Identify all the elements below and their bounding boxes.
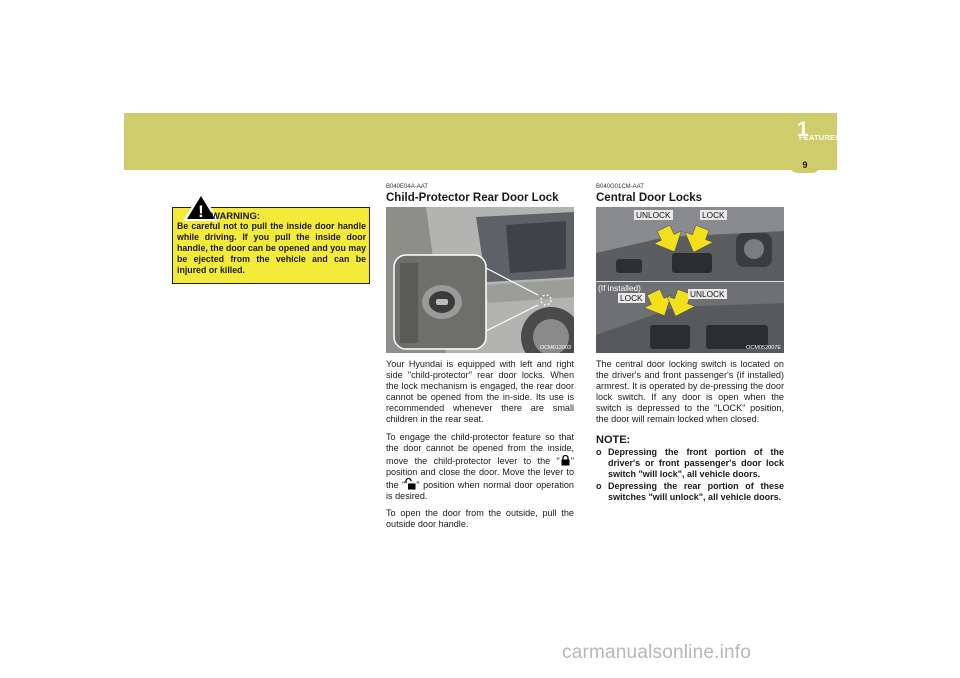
lock-switch-illustration xyxy=(596,207,784,353)
label-if-installed: (If installed) xyxy=(598,283,641,293)
watermark: carmanualsonline.info xyxy=(562,642,752,663)
note-bullet: o xyxy=(596,481,602,492)
header-band xyxy=(124,113,837,170)
photo-code: OCM012003 xyxy=(539,345,571,351)
note-title: NOTE: xyxy=(596,433,631,446)
child-protector-section xyxy=(386,184,574,530)
child-protector-photo xyxy=(386,207,574,353)
label-bottom-unlock: UNLOCK xyxy=(690,289,725,299)
rear-door-illustration xyxy=(386,207,574,353)
warning-title: WARNING: xyxy=(211,211,261,222)
paragraph-1: The central door locking switch is located on the driver's and front passenger's (if installed) armrest. It is operated by de-pressing the door lock switch. If any door is open when the switch is depressed to the "LOCK" position, the door will remain locked when closed. xyxy=(596,359,784,425)
warning-symbol: ! xyxy=(198,202,204,221)
paragraph-2 xyxy=(386,432,574,503)
photo-code: OCM052007E xyxy=(746,345,781,351)
section-code: B040E04A-AAT xyxy=(386,184,428,190)
label-top-unlock: UNLOCK xyxy=(636,210,671,220)
label-bottom-lock: LOCK xyxy=(620,293,643,303)
paragraph-1: Your Hyundai is equipped with left and right side "child-protector" rear door locks. When the lock mechanism is engaged, the rear door cannot be opened from the in-side. Its use is recommended whenever there are small children in the rear seat. xyxy=(386,359,574,425)
note-item xyxy=(596,447,784,481)
note-text: Depressing the front portion of the driver's or front passenger's door lock switch "will lock", all vehicle doors. xyxy=(608,446,784,479)
page-number: 9 xyxy=(802,160,808,170)
paragraph-2-part-a: To engage the child-protector feature so that the door cannot be opened from the inside, move the child-protector lever to the " xyxy=(386,431,574,466)
section-code: B040G01CM-AAT xyxy=(596,184,644,190)
paragraph-3: To open the door from the outside, pull the outside door handle. xyxy=(386,508,574,530)
unlock-icon xyxy=(405,478,416,490)
section-title: Child-Protector Rear Door Lock xyxy=(386,192,559,204)
note-text: Depressing the rear portion of these switches "will unlock", all vehicle doors. xyxy=(608,481,784,503)
warning-text: Be careful not to pull the inside door handle while driving. If you pull the inside door handle, the door can be opened and you may be ejected from the vehicle and can be injured or killed. xyxy=(177,221,366,275)
section-title: Central Door Locks xyxy=(596,192,703,204)
label-top-lock: LOCK xyxy=(702,210,725,220)
header-section-title: FEATURES OF YOUR HYUNDAI xyxy=(798,133,916,142)
paragraph-2-part-c: " position when normal door operation is desired. xyxy=(386,479,574,502)
door-lock-switch-photo xyxy=(596,207,784,353)
note-bullet: o xyxy=(596,446,602,457)
central-locks-section xyxy=(596,184,784,504)
lock-icon xyxy=(560,454,571,466)
note-item xyxy=(596,481,784,503)
paragraph-2-part-b: " position and close the door. Move the lever to the " xyxy=(386,455,574,490)
chapter-number: 1 xyxy=(797,118,809,141)
